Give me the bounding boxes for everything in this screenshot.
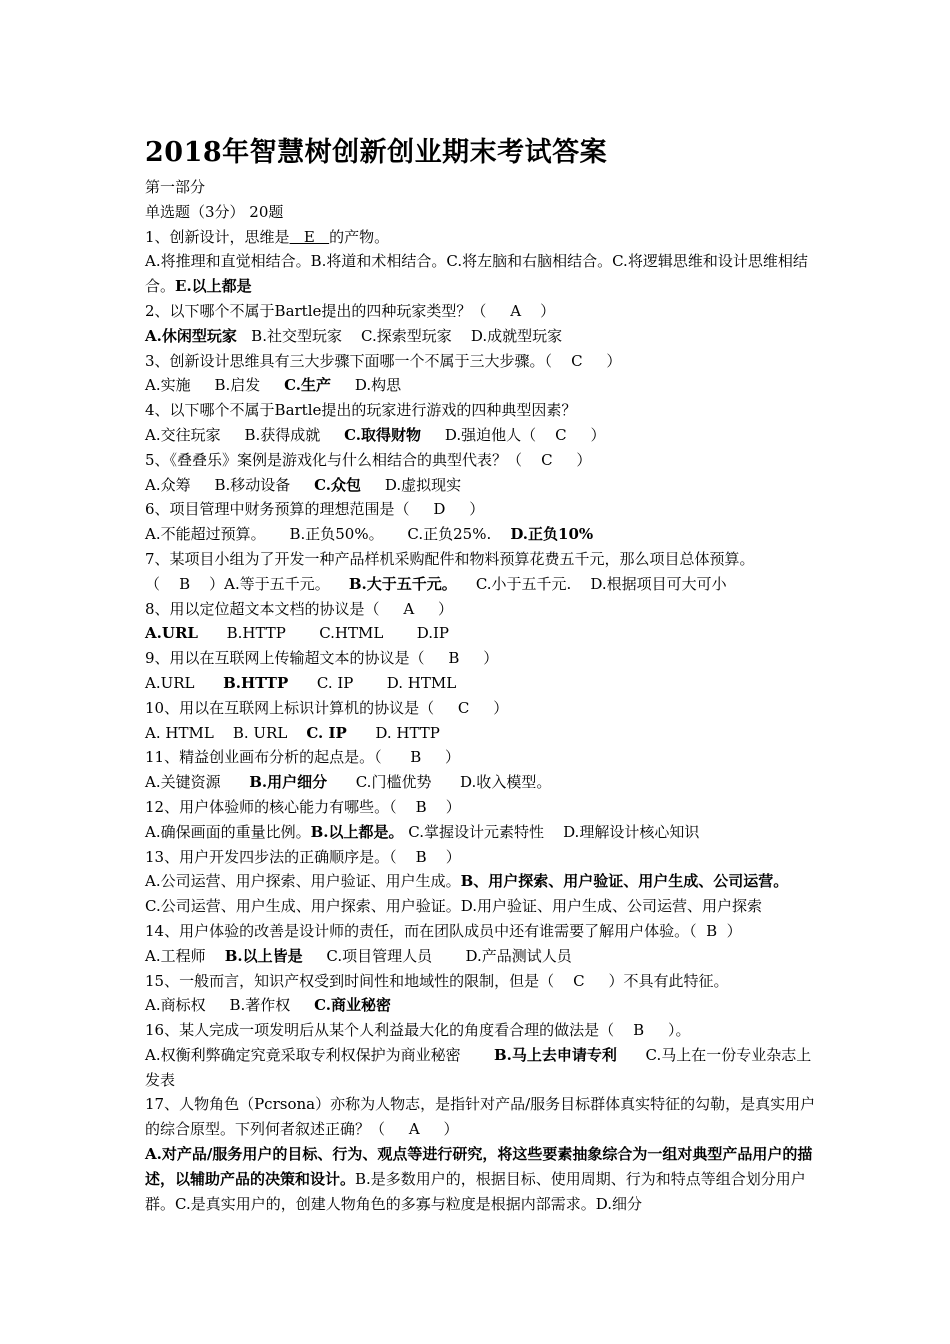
answer-option: C. IP bbox=[306, 723, 347, 742]
question-3-options bbox=[145, 373, 825, 398]
options-text: A.众筹 B.移动设备 bbox=[145, 475, 315, 494]
question-6: 6、项目管理中财务预算的理想范围是（ D ） bbox=[145, 500, 485, 519]
question-9-options bbox=[145, 671, 825, 696]
options-text: A.URL bbox=[145, 673, 224, 692]
question-2: 2、以下哪个不属于Bartle提出的四种玩家类型？（ A ） bbox=[145, 301, 556, 320]
question-12: 12、用户体验师的核心能力有哪些。（ B ） bbox=[145, 797, 461, 816]
question-15-options bbox=[145, 993, 825, 1018]
options-text: A.交往玩家 B.获得成就 bbox=[145, 425, 345, 444]
question-7-options bbox=[145, 572, 825, 597]
options-text: B.是多数用户的，根据目标、使用周期、行为和特点等组合划分用户群。C.是真实用户的，创建人物角色的多寡与粒度是根据内部需求。D.细分 bbox=[145, 1169, 806, 1213]
answer-option: B.HTTP bbox=[223, 673, 289, 692]
question-4-options bbox=[145, 423, 825, 448]
question-12-options bbox=[145, 820, 825, 845]
options-text: C. IP D. HTML bbox=[288, 673, 457, 692]
answer-option: A.对产品/服务用户的目标、行为、观点等进行研究，将这些要素抽象综合为一组对典型产品用户的描述，以辅助产品的决策和设计。 bbox=[145, 1145, 813, 1188]
answer-option: C.取得财物 bbox=[344, 425, 421, 444]
question-8-options bbox=[145, 621, 825, 646]
options-text: A.公司运营、用户探索、用户验证、用户生成。 bbox=[145, 872, 461, 891]
options-text: C.门槛优势 D.收入模型。 bbox=[327, 773, 552, 792]
question-8: 8、用以定位超文本文档的协议是（ A ） bbox=[145, 599, 454, 618]
answer-option: B.大于五千元。 bbox=[348, 574, 457, 593]
question-11: 11、精益创业画布分析的起点是。（ B ） bbox=[145, 748, 461, 767]
options-text: D.虚拟现实 bbox=[360, 475, 462, 494]
options-text: C.马上在一份专业杂志上发表 bbox=[145, 1045, 812, 1089]
options-text: A. HTML B. URL bbox=[145, 723, 307, 742]
options-text: A.不能超过预算。 B.正负50%。 C.正负25%. bbox=[145, 525, 511, 544]
question-17-options bbox=[145, 1142, 825, 1216]
question-10-options bbox=[145, 721, 825, 746]
question-stem: 的产物。 bbox=[329, 227, 390, 246]
section-heading: 单选题（3分） 20题 bbox=[145, 202, 284, 221]
options-text: D.强迫他人（ C ） bbox=[420, 425, 606, 444]
answer-option: B.以上都是。 bbox=[310, 822, 404, 841]
question-13-options-cont: C.公司运营、用户生成、用户探索、用户验证。D.用户验证、用户生成、公司运营、用户探索 bbox=[145, 897, 762, 916]
options-text: B.社交型玩家 C.探索型玩家 D.成就型玩家 bbox=[236, 326, 563, 345]
question-5: 5、《叠叠乐》案例是游戏化与什么相结合的典型代表？（ C ） bbox=[145, 450, 592, 469]
options-text: B.HTTP C.HTML D.IP bbox=[197, 624, 449, 643]
question-13: 13、用户开发四步法的正确顺序是。（ B ） bbox=[145, 847, 461, 866]
part-heading: 第一部分 bbox=[145, 178, 206, 196]
options-text: C.掌握设计元素特性 D.理解设计核心知识 bbox=[403, 822, 700, 841]
document-body bbox=[145, 175, 825, 1216]
options-text: A.将推理和直觉相结合。B.将道和术相结合。C.将左脑和右脑相结合。C.将逻辑思维和设计思维相结合。 bbox=[145, 252, 808, 296]
question-10: 10、用以在互联网上标识计算机的协议是（ C ） bbox=[145, 698, 509, 717]
answer-option: C.商业秘密 bbox=[314, 996, 391, 1015]
question-11-options bbox=[145, 770, 825, 795]
options-text: C.小于五千元. D.根据项目可大可小 bbox=[456, 574, 727, 593]
question-14: 14、用户体验的改善是设计师的责任，而在团队成员中还有谁需要了解用户体验。（ B ） bbox=[145, 921, 742, 940]
answer-blank: E bbox=[289, 227, 330, 246]
question-15: 15、一般而言，知识产权受到时间性和地域性的限制，但是（ C ）不具有此特征。 bbox=[145, 971, 729, 990]
options-text: A.关键资源 bbox=[145, 773, 250, 792]
question-4: 4、以下哪个不属于Bartle提出的玩家进行游戏的四种典型因素？ bbox=[145, 401, 577, 420]
question-6-options bbox=[145, 522, 825, 547]
question-16-options bbox=[145, 1043, 825, 1093]
answer-option: A.休闲型玩家 bbox=[145, 326, 237, 345]
options-text: A.确保画面的重量比例。 bbox=[145, 822, 311, 841]
options-text: D. HTTP bbox=[346, 723, 440, 742]
options-text: A.权衡利弊确定究竟采取专利权保护为商业秘密 bbox=[145, 1045, 494, 1064]
answer-option: A.URL bbox=[145, 624, 198, 643]
question-17: 17、人物角色（Pcrsona）亦称为人物志，是指针对产品/服务目标群体真实特征的勾勒，是真实用户的综合原型。下列何者叙述正确？（ A ） bbox=[145, 1095, 816, 1139]
answer-option: B、用户探索、用户验证、用户生成、公司运营。 bbox=[460, 872, 789, 891]
answer-option: D.正负10% bbox=[510, 525, 594, 544]
options-text: A.商标权 B.著作权 bbox=[145, 996, 315, 1015]
question-1 bbox=[145, 225, 825, 250]
answer-option: E.以上都是 bbox=[175, 277, 252, 296]
question-14-options bbox=[145, 944, 825, 969]
question-9: 9、用以在互联网上传输超文本的协议是（ B ） bbox=[145, 649, 499, 668]
answer-option: B.马上去申请专利 bbox=[493, 1045, 617, 1064]
question-5-options bbox=[145, 473, 825, 498]
question-2-options bbox=[145, 324, 825, 349]
options-text: A.实施 B.启发 bbox=[145, 376, 285, 395]
options-text: C.项目管理人员 D.产品测试人员 bbox=[302, 946, 572, 965]
document-title: 2018年智慧树创新创业期末考试答案 bbox=[145, 137, 608, 168]
question-16: 16、某人完成一项发明后从某个人利益最大化的角度看合理的做法是（ B ）。 bbox=[145, 1021, 691, 1040]
question-stem: 1、创新设计，思维是 bbox=[145, 227, 290, 246]
question-13-options bbox=[145, 869, 825, 894]
answer-option: C.众包 bbox=[314, 475, 361, 494]
question-3: 3、创新设计思维具有三大步骤下面哪一个不属于三大步骤。（ C ） bbox=[145, 351, 622, 370]
question-7: 7、某项目小组为了开发一种产品样机采购配件和物料预算花费五千元，那么项目总体预算。 bbox=[145, 549, 755, 568]
options-text: （ B ）A.等于五千元。 bbox=[145, 574, 349, 593]
answer-option: B.用户细分 bbox=[249, 773, 328, 792]
options-text: D.构思 bbox=[330, 376, 402, 395]
options-text: A.工程师 bbox=[145, 946, 225, 965]
question-1-options bbox=[145, 249, 825, 299]
answer-option: C.生产 bbox=[284, 376, 331, 395]
answer-option: B.以上皆是 bbox=[224, 946, 303, 965]
